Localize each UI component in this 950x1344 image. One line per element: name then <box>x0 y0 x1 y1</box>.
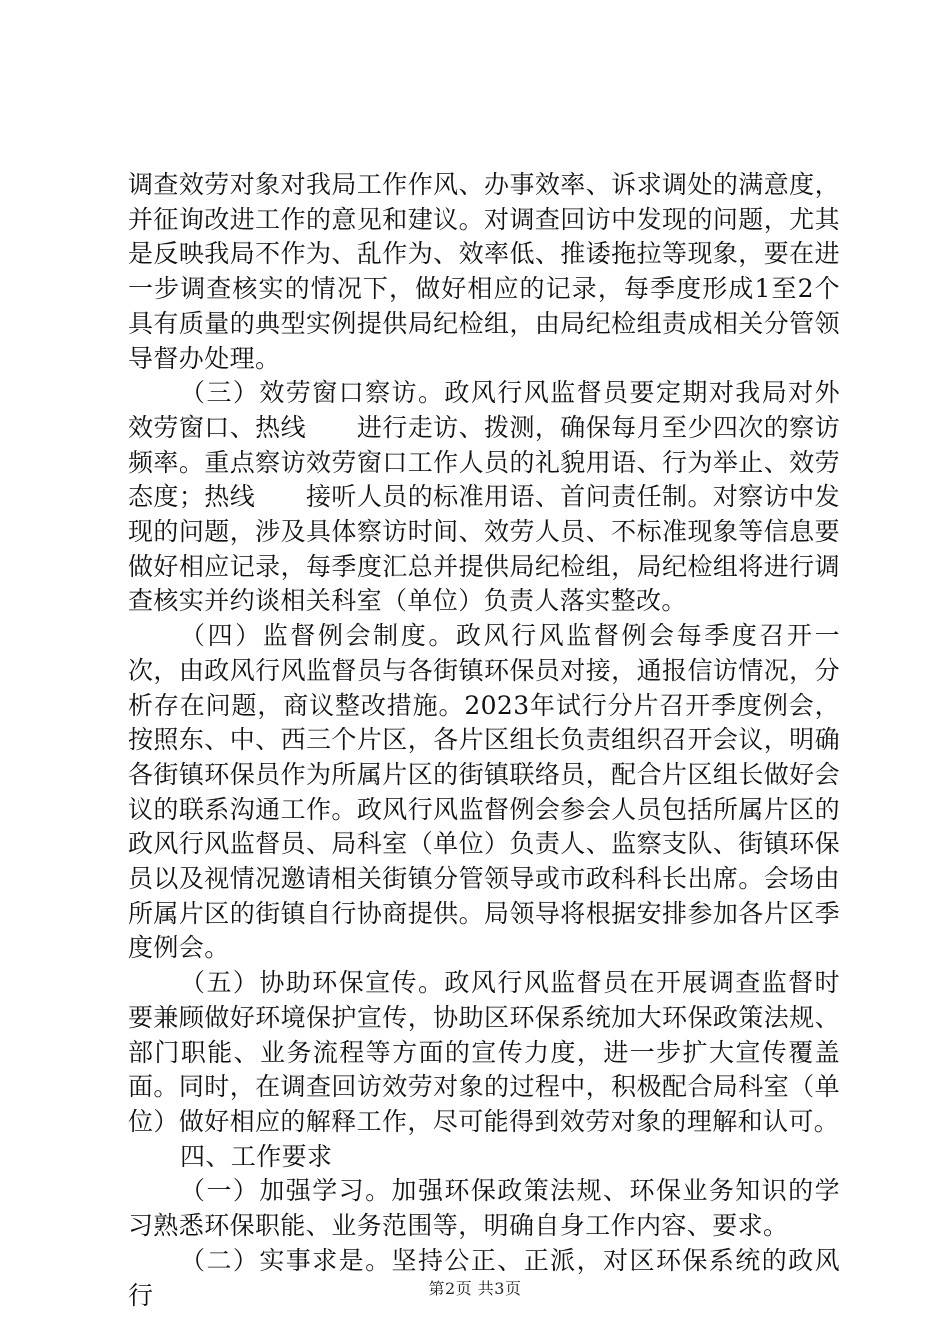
paragraph-continued: 调查效劳对象对我局工作作风、办事效率、诉求调处的满意度，并征询改进工作的意见和建议。对调查回访中发现的问题，尤其是反映我局不作为、乱作为、效率低、推诿拖拉等现象，要在进一步调查核实的情况下，做好相应的记录，每季度形成1至2个具有质量的典型实例提供局纪检组，由局纪检组责成相关分管领导督办处理。 <box>128 170 840 373</box>
paragraph-service-window-visits: （三）效劳窗口察访。政风行风监督员要定期对我局对外效劳窗口、热线 进行走访、拨测，确保每月至少四次的察访频率。重点察访效劳窗口工作人员的礼貌用语、行为举止、效劳态度；热线 接听人员的标准用语、首问责任制。对察访中发现的问题，涉及具体察访时间、效劳人员、不标准现象等信息要做好相应记录，每季度汇总并提供局纪检组，局纪检组将进行调查核实并约谈相关科室（单位）负责人落实整改。 <box>128 378 840 616</box>
paragraph-environmental-publicity: （五）协助环保宣传。政风行风监督员在开展调查监督时要兼顾做好环境保护宣传，协助区环保系统加大环保政策法规、部门职能、业务流程等方面的宣传力度，进一步扩大宣传覆盖面。同时，在调查回访效劳对象的过程中，积极配合局科室（单位）做好相应的解释工作，尽可能得到效劳对象的理解和认可。 <box>128 968 840 1136</box>
paragraph-supervision-meetings: （四）监督例会制度。政风行风监督例会每季度召开一次，由政风行风监督员与各街镇环保员对接，通报信访情况，分析存在问题，商议整改措施。2023年试行分片召开季度例会，按照东、中、西三个片区，各片区组长负责组织召开会议，明确各街镇环保员作为所属片区的街镇联络员，配合片区组长做好会议的联系沟通工作。政风行风监督例会参会人员包括所属片区的政风行风监督员、局科室（单位）负责人、监察支队、街镇环保员以及视情况邀请相关街镇分管领导或市政科科长出席。会场由所属片区的街镇自行协商提供。局领导将根据安排参加各片区季度例会。 <box>128 621 840 963</box>
paragraph-seek-truth: （二）实事求是。坚持公正、正派，对区环保系统的政风行 <box>128 1245 840 1310</box>
document-body <box>128 168 840 1313</box>
section-heading-work-requirements: 四、工作要求 <box>180 1141 333 1171</box>
paragraph-strengthen-learning: （一）加强学习。加强环保政策法规、环保业务知识的学习熟悉环保职能、业务范围等，明确自身工作内容、要求。 <box>128 1176 840 1241</box>
page-number-footer: 第2页 共3页 <box>428 1279 522 1298</box>
